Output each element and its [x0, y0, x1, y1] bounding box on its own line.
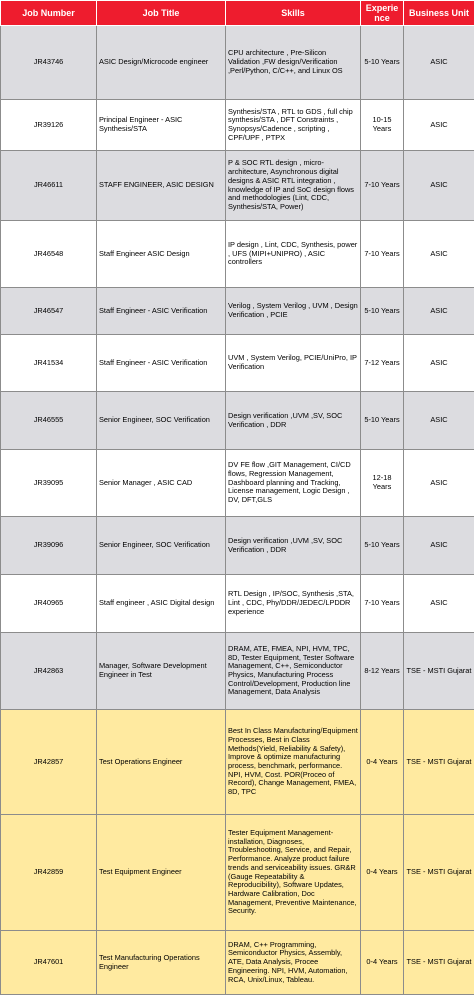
job-title-cell: Staff Engineer - ASIC Verification — [97, 288, 226, 335]
job-number-cell: JR40965 — [1, 575, 97, 633]
business-unit-cell: ASIC — [404, 517, 474, 575]
table-row — [1, 710, 474, 815]
job-title-cell: Staff engineer , ASIC Digital design — [97, 575, 226, 633]
table-row — [1, 392, 474, 450]
skills-cell: Verilog , System Verilog , UVM , Design Verification , PCIE — [226, 288, 361, 335]
job-title-cell: Test Manufacturing Operations Engineer — [97, 931, 226, 995]
experience-cell: 5-10 Years — [361, 392, 404, 450]
business-unit-cell: TSE - MSTI Gujarat — [404, 710, 474, 815]
business-unit-cell: TSE - MSTI Gujarat — [404, 931, 474, 995]
job-number-cell: JR46548 — [1, 221, 97, 288]
table-row — [1, 151, 474, 221]
business-unit-cell: TSE - MSTI Gujarat — [404, 815, 474, 931]
experience-cell: 0-4 Years — [361, 710, 404, 815]
experience-cell: 7-10 Years — [361, 575, 404, 633]
table-row — [1, 100, 474, 151]
job-number-cell: JR42859 — [1, 815, 97, 931]
header-job-title: Job Title — [97, 1, 226, 26]
job-number-cell: JR39096 — [1, 517, 97, 575]
job-title-cell: ASIC Design/Microcode engineer — [97, 26, 226, 100]
job-number-cell: JR39126 — [1, 100, 97, 151]
job-title-cell: Manager, Software Development Engineer in Test — [97, 633, 226, 710]
table-row — [1, 575, 474, 633]
skills-cell: P & SOC RTL design , micro-architecture, Asynchronous digital designs & ASIC RTL integration , knowledge of IP and SoC design flows and methodologies (Lint, CDC, Synthesis/STA, Power) — [226, 151, 361, 221]
experience-cell: 7-10 Years — [361, 151, 404, 221]
experience-cell: 8-12 Years — [361, 633, 404, 710]
business-unit-cell: ASIC — [404, 151, 474, 221]
table-row — [1, 221, 474, 288]
experience-cell: 7-12 Years — [361, 335, 404, 392]
business-unit-cell: ASIC — [404, 100, 474, 151]
experience-cell: 5-10 Years — [361, 26, 404, 100]
header-job-number: Job Number — [1, 1, 97, 26]
skills-cell: Tester Equipment Management-installation, Diagnoses, Troubleshooting, Service, and Repair, Performance. Analyze product failure trends and serviceability issues. GR&R (Gauge Repeatability & Reproducibility), Software Updates, Hardware Calibration, Doc Management, Preventive Maintenance, Security. — [226, 815, 361, 931]
job-title-cell: Staff Engineer ASIC Design — [97, 221, 226, 288]
table-row — [1, 450, 474, 517]
table-row — [1, 288, 474, 335]
business-unit-cell: ASIC — [404, 335, 474, 392]
experience-cell: 5-10 Years — [361, 517, 404, 575]
business-unit-cell: TSE - MSTI Gujarat — [404, 633, 474, 710]
job-number-cell: JR42857 — [1, 710, 97, 815]
job-title-cell: Senior Manager , ASIC CAD — [97, 450, 226, 517]
experience-cell: 12-18 Years — [361, 450, 404, 517]
business-unit-cell: ASIC — [404, 450, 474, 517]
header-business-unit: Business Unit — [404, 1, 474, 26]
experience-cell: 0-4 Years — [361, 815, 404, 931]
experience-cell: 0-4 Years — [361, 931, 404, 995]
job-number-cell: JR47601 — [1, 931, 97, 995]
experience-cell: 10-15 Years — [361, 100, 404, 151]
job-title-cell: Staff Engineer - ASIC Verification — [97, 335, 226, 392]
skills-cell: DRAM, C++ Programming, Semiconductor Physics, Assembly, ATE, Data Analysis, Procee Engineering. NPI, HVM, Automation, RCA, Unix/Linux, Tableau. — [226, 931, 361, 995]
skills-cell: Design verification ,UVM ,SV, SOC Verification , DDR — [226, 392, 361, 450]
table-row — [1, 335, 474, 392]
business-unit-cell: ASIC — [404, 26, 474, 100]
skills-cell: Design verification ,UVM ,SV, SOC Verification , DDR — [226, 517, 361, 575]
table-row — [1, 931, 474, 995]
skills-cell: DV FE flow ,GIT Management, CI/CD flows, Regression Management, Dashboard planning and Tracking, License management, Logic Design , DV, DFT,GLS — [226, 450, 361, 517]
header-experience: Experie nce — [361, 1, 404, 26]
business-unit-cell: ASIC — [404, 288, 474, 335]
job-title-cell: Principal Engineer - ASIC Synthesis/STA — [97, 100, 226, 151]
business-unit-cell: ASIC — [404, 392, 474, 450]
table-row — [1, 26, 474, 100]
header-skills: Skills — [226, 1, 361, 26]
job-title-cell: STAFF ENGINEER, ASIC DESIGN — [97, 151, 226, 221]
job-number-cell: JR42863 — [1, 633, 97, 710]
header-row — [1, 1, 474, 26]
job-title-cell: Senior Engineer, SOC Verification — [97, 517, 226, 575]
experience-cell: 5-10 Years — [361, 288, 404, 335]
skills-cell: IP design , Lint, CDC, Synthesis, power , UFS (MIPI+UNIPRO) , ASIC controllers — [226, 221, 361, 288]
skills-cell: UVM , System Verilog, PCIE/UniPro, IP Verification — [226, 335, 361, 392]
job-title-cell: Test Equipment Engineer — [97, 815, 226, 931]
job-number-cell: JR41534 — [1, 335, 97, 392]
job-title-cell: Senior Engineer, SOC Verification — [97, 392, 226, 450]
job-title-cell: Test Operations Engineer — [97, 710, 226, 815]
table-row — [1, 633, 474, 710]
job-number-cell: JR39095 — [1, 450, 97, 517]
job-number-cell: JR46611 — [1, 151, 97, 221]
skills-cell: RTL Design , IP/SOC, Synthesis ,STA, Lint , CDC, Phy/DDR/JEDEC/LPDDR experience — [226, 575, 361, 633]
business-unit-cell: ASIC — [404, 221, 474, 288]
table-row — [1, 815, 474, 931]
skills-cell: Synthesis/STA , RTL to GDS , full chip synthesis/STA , DFT Constraints , Synopsys/Cadence , scripting , CPF/UPF , PTPX — [226, 100, 361, 151]
skills-cell: CPU architecture , Pre-Silicon Validation ,FW design/Verification ,Perl/Python, C/C++, and Linux OS — [226, 26, 361, 100]
experience-cell: 7-10 Years — [361, 221, 404, 288]
job-number-cell: JR46547 — [1, 288, 97, 335]
table-row — [1, 517, 474, 575]
business-unit-cell: ASIC — [404, 575, 474, 633]
job-number-cell: JR46555 — [1, 392, 97, 450]
skills-cell: DRAM, ATE, FMEA, NPI, HVM, TPC, 8D, Tester Equipment, Tester Software Management, C++, Semiconductor Physics, Manufacturing Process Control/Development, Production line Management, Data Analysis — [226, 633, 361, 710]
skills-cell: Best In Class Manufacturing/Equipment Processes, Best in Class Methods(Yield, Reliability & Safety), Improve & optimize manufacturing process, benchmark, performance. NPI, HVM, Cost. POR(Proceo of Record), Change Management, FMEA, 8D, TPC — [226, 710, 361, 815]
job-number-cell: JR43746 — [1, 26, 97, 100]
